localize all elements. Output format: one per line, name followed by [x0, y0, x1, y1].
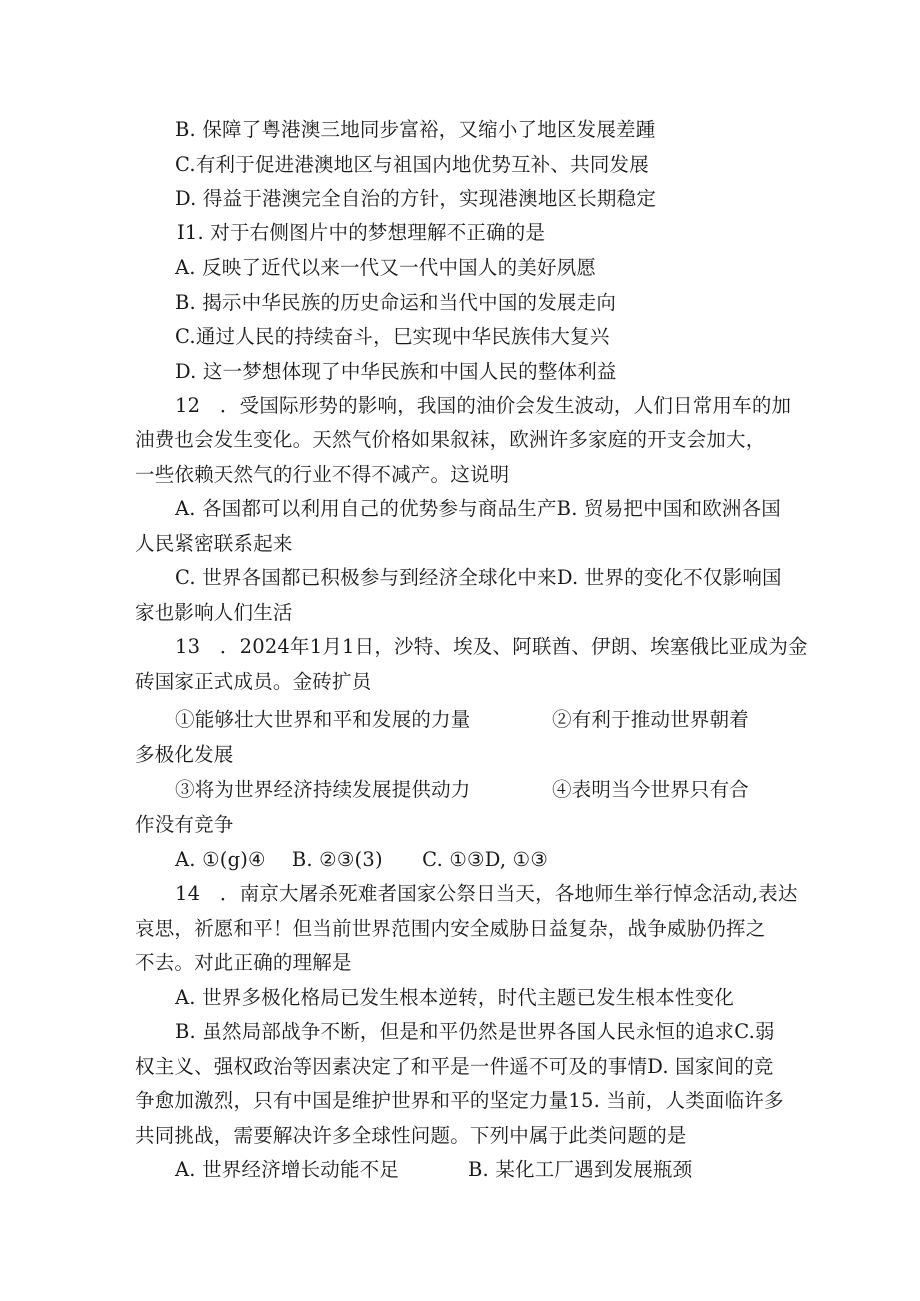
q14-option-a: A. 世界多极化格局已发生根本逆转，时代主题已发生根本性变化 — [175, 986, 734, 1009]
q14-option-b-line3: 争愈加激烈，只有中国是维护世界和平的坚定力量15. 当前，人类面临许多 — [135, 1089, 784, 1112]
q15-option-b: B. 某化工厂遇到发展瓶颈 — [468, 1158, 693, 1181]
q12-stem-line1: 12 ．受国际形势的影响，我国的油价会发生波动，人们日常用车的加 — [175, 394, 792, 417]
q13-item-1: ①能够壮大世界和平和发展的力量 — [175, 708, 471, 731]
q10-option-d: D. 得益于港澳完全自治的方针，实现港澳地区长期稳定 — [175, 187, 657, 210]
q14-stem-line3: 不去。对此正确的理解是 — [135, 951, 352, 974]
q10-option-b: B. 保障了粤港澳三地同步富裕，又缩小了地区发展差踵 — [175, 118, 656, 141]
q13-stem-line2: 砖国家正式成员。金砖扩员 — [135, 670, 372, 693]
q14-stem-line1: 14 ．南京大屠杀死难者国家公祭日当天，各地师生举行悼念活动,表达 — [175, 882, 798, 905]
q13-item-4-line2: 作没有竞争 — [135, 813, 234, 836]
q14-stem-line2: 哀思，祈愿和平！但当前世界范围内安全威胁日益复杂，战争威胁仍挥之 — [135, 917, 766, 940]
q13-stem-line1: 13 ．2024年1月1日，沙特、埃及、阿联酋、伊朗、埃塞俄比亚成为金 — [175, 635, 808, 658]
q14-option-b-line4: 共同挑战，需要解决许多全球性问题。下列中属于此类问题的是 — [135, 1124, 687, 1147]
q13-item-3: ③将为世界经济持续发展提供动力 — [175, 778, 471, 801]
q12-options-cd-line2: 家也影响人们生活 — [135, 601, 293, 624]
q13-item-4-line1: ④表明当今世界只有合 — [552, 778, 750, 801]
q13-item-2-line1: ②有利于推动世界朝着 — [552, 708, 750, 731]
q11-option-d: D. 这一梦想体现了中华民族和中国人民的整体利益 — [175, 360, 617, 383]
q12-options-ab-line2: 人民紧密联系起来 — [135, 532, 293, 555]
q11-option-c: C.通过人民的持续奋斗，巳实现中华民族伟大复兴 — [175, 325, 610, 348]
q15-option-a: A. 世界经济增长动能不足 — [175, 1158, 400, 1181]
q11-option-a: A. 反映了近代以来一代又一代中国人的美好夙愿 — [175, 256, 597, 279]
q11-option-b: B. 揭示中华民族的历史命运和当代中国的发展走向 — [175, 291, 617, 314]
q12-stem-line2: 油费也会发生变化。天然气价格如果叙袜，欧洲许多家庭的开支会加大， — [135, 428, 766, 451]
q13-options: A. ①(g)④ B. ②③(3) C. ①③D, ①③ — [175, 848, 549, 871]
q12-stem-line3: 一些依赖天然气的行业不得不减产。这说明 — [135, 463, 510, 486]
q14-option-b-line2: 权主义、强权政治等因素决定了和平是一件遥不可及的事情D. 国家间的竞 — [135, 1055, 774, 1078]
q13-item-2-line2: 多极化发展 — [135, 743, 234, 766]
q12-options-cd-line1: C. 世界各国都已积极参与到经济全球化中来D. 世界的变化不仅影响国 — [175, 566, 782, 589]
q11-stem: I1. 对于右侧图片中的梦想理解不正确的是 — [177, 221, 546, 244]
q14-option-b-line1: B. 虽然局部战争不断，但是和平仍然是世界各国人民永恒的追求C.弱 — [175, 1020, 775, 1043]
q10-option-c: C.有利于促进港澳地区与祖国内地优势互补、共同发展 — [175, 153, 649, 176]
q12-options-ab-line1: A. 各国都可以利用自己的优势参与商品生产B. 贸易把中国和欧洲各国 — [175, 497, 782, 520]
